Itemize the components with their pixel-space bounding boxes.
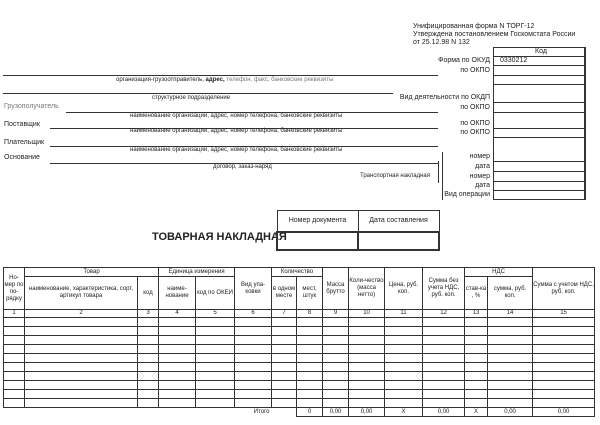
- table-cell[interactable]: [488, 372, 533, 381]
- table-cell[interactable]: [488, 345, 533, 354]
- col-goods-code-header: код: [138, 277, 159, 310]
- col-qty-places-header: мест, штук: [297, 277, 323, 310]
- col-goods-name-header: наименование, характеристика, сорт, артикул товара: [25, 277, 138, 310]
- table-cell[interactable]: [25, 390, 138, 399]
- table-cell[interactable]: [323, 318, 349, 327]
- table-cell[interactable]: [465, 327, 488, 336]
- table-cell[interactable]: [138, 354, 159, 363]
- table-cell[interactable]: [465, 354, 488, 363]
- table-cell[interactable]: [297, 390, 323, 399]
- table-cell[interactable]: [533, 354, 595, 363]
- table-cell[interactable]: [385, 372, 423, 381]
- table-cell[interactable]: [4, 390, 25, 399]
- table-cell[interactable]: [533, 381, 595, 390]
- table-cell[interactable]: [159, 363, 196, 372]
- table-cell[interactable]: [465, 318, 488, 327]
- table-cell[interactable]: [349, 390, 385, 399]
- basis-hint: договор, заказ-наряд: [213, 164, 272, 170]
- table-cell[interactable]: [297, 345, 323, 354]
- totals-places: 0: [297, 408, 323, 417]
- table-cell[interactable]: [25, 399, 138, 408]
- table-cell[interactable]: [488, 336, 533, 345]
- table-cell[interactable]: [533, 327, 595, 336]
- column-number: 8: [297, 310, 323, 318]
- col-qty-header: Количество: [272, 268, 323, 277]
- consignee-label: Грузополучатель: [4, 103, 59, 110]
- table-cell[interactable]: [385, 318, 423, 327]
- col-qty-one-header: в одном месте: [272, 277, 297, 310]
- table-cell[interactable]: [25, 318, 138, 327]
- col-pack-header: Вид упа-ковки: [235, 268, 272, 310]
- table-cell[interactable]: [25, 336, 138, 345]
- table-cell[interactable]: [465, 372, 488, 381]
- table-cell[interactable]: [385, 381, 423, 390]
- table-cell[interactable]: [349, 363, 385, 372]
- totals-total: 0,00: [533, 408, 595, 417]
- table-cell[interactable]: [385, 336, 423, 345]
- totals-row: [4, 408, 595, 417]
- table-cell[interactable]: [423, 354, 465, 363]
- table-cell[interactable]: [323, 399, 349, 408]
- table-cell[interactable]: [235, 345, 272, 354]
- form-approval: Утверждена постановлением Госкомстата России: [413, 31, 576, 38]
- table-cell[interactable]: [323, 354, 349, 363]
- table-cell[interactable]: [349, 327, 385, 336]
- table-cell[interactable]: [488, 354, 533, 363]
- totals-gross: 0,00: [323, 408, 349, 417]
- code-row-label: номер: [469, 153, 490, 160]
- table-cell[interactable]: [272, 390, 297, 399]
- table-cell[interactable]: [349, 354, 385, 363]
- doc-date-label: Дата составления: [358, 211, 439, 233]
- totals-label: Итого: [253, 408, 270, 415]
- col-unit-header: Единица измерения: [159, 268, 235, 277]
- table-cell[interactable]: [423, 372, 465, 381]
- table-cell[interactable]: [349, 345, 385, 354]
- table-cell[interactable]: [385, 399, 423, 408]
- table-cell[interactable]: [385, 327, 423, 336]
- table-cell[interactable]: [196, 381, 235, 390]
- payer-label: Плательщик: [4, 139, 45, 146]
- table-cell[interactable]: [533, 390, 595, 399]
- table-cell[interactable]: [235, 336, 272, 345]
- table-cell[interactable]: [533, 336, 595, 345]
- table-cell[interactable]: [385, 354, 423, 363]
- table-cell[interactable]: [323, 372, 349, 381]
- totals-net: 0,00: [349, 408, 385, 417]
- col-vat-rate-header: став-ка , %: [465, 277, 488, 310]
- table-cell[interactable]: [297, 363, 323, 372]
- column-number: 2: [25, 310, 138, 318]
- table-cell[interactable]: [349, 381, 385, 390]
- table-cell[interactable]: [4, 327, 25, 336]
- table-cell[interactable]: [423, 381, 465, 390]
- table-cell[interactable]: [323, 327, 349, 336]
- form-approval-date: от 25.12.98 N 132: [413, 39, 470, 46]
- table-row: [4, 372, 595, 381]
- table-cell[interactable]: [159, 336, 196, 345]
- col-sum-novat-header: Сумма без учета НДС, руб. коп.: [423, 268, 465, 310]
- doc-date-value[interactable]: [358, 232, 439, 250]
- table-cell[interactable]: [488, 363, 533, 372]
- supplier-hint: наименование организации, адрес, номер телефона, банковские реквизиты: [130, 128, 343, 134]
- table-cell[interactable]: [297, 327, 323, 336]
- column-number: 13: [465, 310, 488, 318]
- table-cell[interactable]: [323, 336, 349, 345]
- doc-title: ТОВАРНАЯ НАКЛАДНАЯ: [152, 231, 287, 243]
- column-number: 6: [235, 310, 272, 318]
- table-cell[interactable]: [235, 381, 272, 390]
- totals-sum-novat: 0,00: [423, 408, 465, 417]
- consignee-hint: наименование организации, адрес, номер телефона, банковские реквизиты: [130, 113, 343, 119]
- table-cell[interactable]: [25, 372, 138, 381]
- col-num-header: Но-мер по по-рядку: [4, 268, 25, 310]
- totals-price: X: [385, 408, 423, 417]
- table-cell[interactable]: [349, 399, 385, 408]
- table-cell[interactable]: [349, 318, 385, 327]
- table-cell[interactable]: [297, 336, 323, 345]
- table-cell[interactable]: [349, 336, 385, 345]
- table-cell[interactable]: [423, 390, 465, 399]
- table-cell[interactable]: [272, 372, 297, 381]
- doc-number-date-table: [276, 210, 440, 251]
- table-row: [4, 345, 595, 354]
- table-cell[interactable]: [159, 354, 196, 363]
- col-gross-header: Масса брутто: [323, 268, 349, 310]
- table-cell[interactable]: [488, 381, 533, 390]
- totals-vat-sum: 0,00: [488, 408, 533, 417]
- column-number: 9: [323, 310, 349, 318]
- code-row-label: дата: [475, 182, 490, 189]
- table-cell[interactable]: [297, 381, 323, 390]
- table-cell[interactable]: [235, 318, 272, 327]
- table-row: [4, 390, 595, 399]
- table-cell[interactable]: [235, 390, 272, 399]
- col-price-header: Цена, руб. коп.: [385, 268, 423, 310]
- table-cell[interactable]: [4, 354, 25, 363]
- transport-label: Транспортная накладная: [360, 173, 431, 179]
- table-cell[interactable]: [272, 381, 297, 390]
- table-cell[interactable]: [488, 318, 533, 327]
- code-row-label: Вид деятельности по ОКДП: [399, 94, 490, 101]
- table-cell[interactable]: [25, 363, 138, 372]
- table-cell[interactable]: [533, 345, 595, 354]
- table-cell[interactable]: [235, 354, 272, 363]
- org-hint: [116, 77, 333, 83]
- table-cell[interactable]: [196, 354, 235, 363]
- column-number: 3: [138, 310, 159, 318]
- code-row-label: номер: [469, 173, 490, 180]
- table-cell[interactable]: [272, 354, 297, 363]
- code-row-label: по ОКПО: [460, 120, 490, 127]
- table-cell[interactable]: [533, 363, 595, 372]
- table-cell[interactable]: [196, 336, 235, 345]
- org-hint-b: адрес,: [205, 77, 225, 83]
- table-cell[interactable]: [465, 390, 488, 399]
- col-vat-header: НДС: [465, 268, 533, 277]
- table-cell[interactable]: [465, 399, 488, 408]
- form-title: Унифицированная форма N ТОРГ-12: [413, 23, 535, 30]
- table-cell[interactable]: [297, 372, 323, 381]
- column-numbers-row: [4, 310, 595, 318]
- basis-label: Основание: [4, 154, 40, 161]
- table-cell[interactable]: [235, 372, 272, 381]
- column-number: 4: [159, 310, 196, 318]
- table-cell[interactable]: [159, 390, 196, 399]
- table-row: [4, 336, 595, 345]
- org-hint-c: телефон, факс, банковские реквизиты: [226, 77, 334, 83]
- table-cell[interactable]: [196, 372, 235, 381]
- table-cell[interactable]: [272, 345, 297, 354]
- code-row-label: дата: [475, 163, 490, 170]
- table-cell[interactable]: [138, 327, 159, 336]
- doc-number-value[interactable]: [277, 232, 358, 250]
- table-cell[interactable]: [138, 363, 159, 372]
- table-cell[interactable]: [423, 318, 465, 327]
- table-row: [4, 327, 595, 336]
- table-cell[interactable]: [25, 345, 138, 354]
- supplier-label: Поставщик: [4, 121, 40, 128]
- column-number: 5: [196, 310, 235, 318]
- table-cell[interactable]: [465, 336, 488, 345]
- table-cell[interactable]: [4, 399, 25, 408]
- col-goods-header: Товар: [25, 268, 159, 277]
- column-number: 15: [533, 310, 595, 318]
- col-unit-name-header: наиме-нование: [159, 277, 196, 310]
- table-cell[interactable]: [25, 354, 138, 363]
- codes-header: Код: [535, 48, 547, 55]
- table-row: [4, 381, 595, 390]
- table-cell[interactable]: [138, 372, 159, 381]
- table-cell[interactable]: [235, 327, 272, 336]
- table-cell[interactable]: [488, 390, 533, 399]
- table-cell[interactable]: [323, 381, 349, 390]
- table-cell[interactable]: [297, 318, 323, 327]
- table-cell[interactable]: [423, 399, 465, 408]
- table-cell[interactable]: [138, 390, 159, 399]
- table-cell[interactable]: [297, 354, 323, 363]
- table-row: [4, 399, 595, 408]
- col-net-header: Коли-чество (масса нетто): [349, 268, 385, 310]
- table-cell[interactable]: [385, 345, 423, 354]
- table-cell[interactable]: [272, 363, 297, 372]
- table-row: [4, 354, 595, 363]
- table-cell[interactable]: [4, 336, 25, 345]
- code-row-value[interactable]: 0330212: [500, 57, 528, 64]
- table-cell[interactable]: [272, 318, 297, 327]
- org-hint-a: организация-грузоотправитель,: [116, 77, 204, 83]
- table-cell[interactable]: [159, 399, 196, 408]
- code-row-label: Вид операции: [444, 191, 490, 198]
- table-cell[interactable]: [423, 363, 465, 372]
- table-cell[interactable]: [25, 381, 138, 390]
- table-row: [4, 318, 595, 327]
- table-cell[interactable]: [138, 336, 159, 345]
- code-row-label: по ОКПО: [460, 129, 490, 136]
- table-cell[interactable]: [349, 372, 385, 381]
- table-cell[interactable]: [235, 363, 272, 372]
- table-cell[interactable]: [465, 363, 488, 372]
- table-cell[interactable]: [533, 372, 595, 381]
- table-cell[interactable]: [159, 345, 196, 354]
- table-cell[interactable]: [138, 381, 159, 390]
- table-cell[interactable]: [196, 318, 235, 327]
- table-cell[interactable]: [4, 318, 25, 327]
- code-row-label: по ОКПО: [460, 104, 490, 111]
- column-number: 14: [488, 310, 533, 318]
- table-cell[interactable]: [272, 327, 297, 336]
- table-cell[interactable]: [533, 399, 595, 408]
- table-cell[interactable]: [4, 345, 25, 354]
- column-number: 11: [385, 310, 423, 318]
- table-cell[interactable]: [138, 399, 159, 408]
- code-row-label: Форма по ОКУД: [438, 57, 490, 64]
- table-cell[interactable]: [235, 399, 272, 408]
- column-number: 7: [272, 310, 297, 318]
- table-cell[interactable]: [423, 327, 465, 336]
- table-cell[interactable]: [323, 363, 349, 372]
- col-unit-okei-header: код по ОКЕИ: [196, 277, 235, 310]
- table-cell[interactable]: [159, 327, 196, 336]
- table-cell[interactable]: [4, 381, 25, 390]
- division-hint: структурное подразделение: [152, 95, 231, 101]
- table-cell[interactable]: [196, 363, 235, 372]
- table-cell[interactable]: [465, 345, 488, 354]
- col-vat-sum-header: сумма, руб. коп.: [488, 277, 533, 310]
- col-total-header: Сумма с учетом НДС, руб. коп.: [533, 268, 595, 310]
- code-row-label: по ОКПО: [460, 67, 490, 74]
- column-number: 12: [423, 310, 465, 318]
- table-cell[interactable]: [272, 399, 297, 408]
- table-cell[interactable]: [196, 390, 235, 399]
- table-cell[interactable]: [138, 345, 159, 354]
- payer-hint: наименование организации, адрес, номер телефона, банковские реквизиты: [130, 147, 343, 153]
- table-cell[interactable]: [323, 390, 349, 399]
- table-cell[interactable]: [533, 318, 595, 327]
- goods-table: [3, 267, 595, 417]
- table-row: [4, 363, 595, 372]
- table-cell[interactable]: [4, 372, 25, 381]
- table-cell[interactable]: [159, 372, 196, 381]
- table-cell[interactable]: [196, 327, 235, 336]
- table-cell[interactable]: [297, 399, 323, 408]
- doc-number-label: Номер документа: [277, 211, 358, 233]
- table-cell[interactable]: [196, 345, 235, 354]
- table-cell[interactable]: [385, 390, 423, 399]
- table-cell[interactable]: [196, 399, 235, 408]
- table-cell[interactable]: [323, 345, 349, 354]
- table-cell[interactable]: [25, 327, 138, 336]
- table-cell[interactable]: [465, 381, 488, 390]
- table-cell[interactable]: [488, 399, 533, 408]
- column-number: 10: [349, 310, 385, 318]
- table-cell[interactable]: [488, 327, 533, 336]
- table-cell[interactable]: [138, 318, 159, 327]
- table-cell[interactable]: [423, 336, 465, 345]
- table-cell[interactable]: [423, 345, 465, 354]
- table-cell[interactable]: [159, 381, 196, 390]
- table-cell[interactable]: [159, 318, 196, 327]
- table-cell[interactable]: [4, 363, 25, 372]
- column-number: 1: [4, 310, 25, 318]
- table-cell[interactable]: [272, 336, 297, 345]
- table-cell[interactable]: [385, 363, 423, 372]
- totals-vat-rate: X: [465, 408, 488, 417]
